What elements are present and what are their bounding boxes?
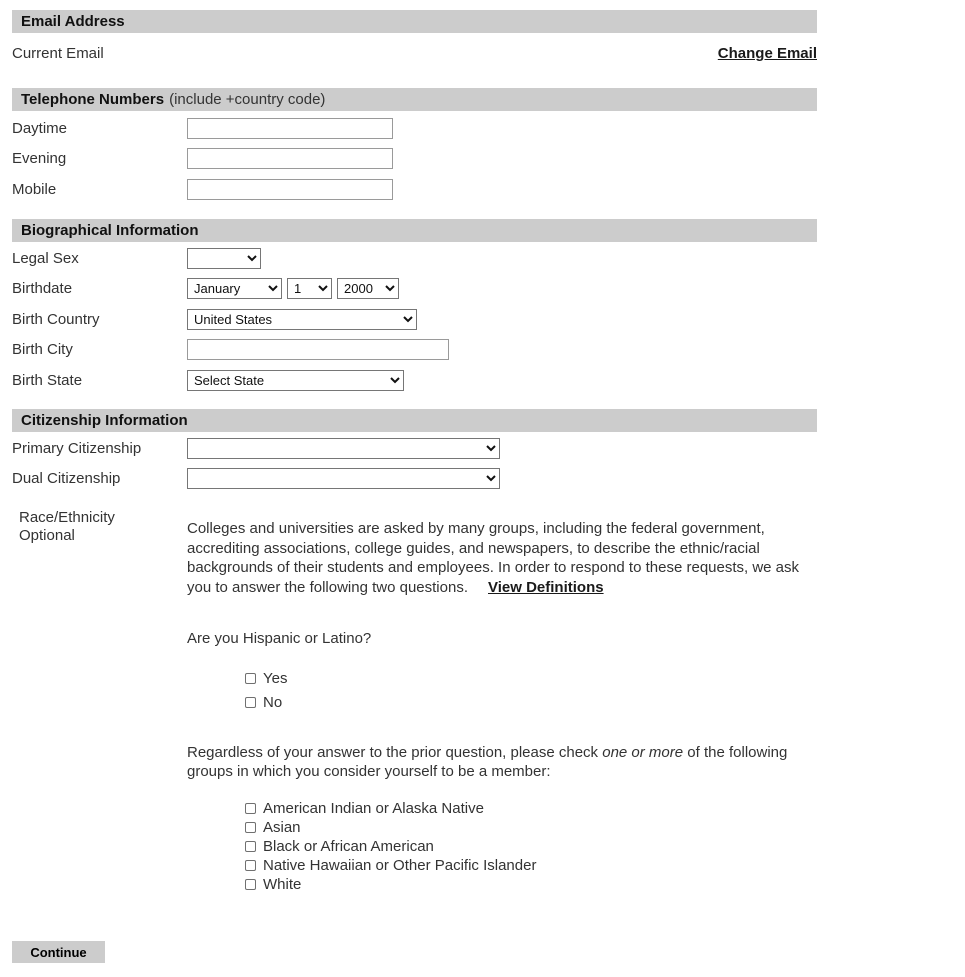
section-header-biographical (12, 219, 817, 242)
birth-state-select[interactable] (187, 370, 404, 391)
checkbox-row-asian[interactable] (245, 818, 536, 837)
race-ethnicity-intro-paragraph (187, 519, 817, 597)
race-groups-question (187, 743, 815, 781)
checkbox-row-yes[interactable] (245, 666, 287, 690)
label-legal-sex: Legal Sex (12, 250, 79, 267)
row-dual-citizenship (12, 468, 500, 489)
race-groups-question-prefix: Regardless of your answer to the prior question, please check (187, 744, 603, 761)
view-definitions-wrapper (488, 579, 604, 596)
checkbox-label-yes: Yes (263, 669, 288, 687)
checkbox-black-african-american[interactable] (245, 841, 256, 852)
continue-button[interactable]: Continue (12, 941, 105, 963)
label-dual-citizenship: Dual Citizenship (12, 470, 121, 487)
checkbox-row-american-indian[interactable] (245, 799, 536, 818)
checkbox-label-no: No (263, 693, 283, 711)
checkbox-asian[interactable] (245, 822, 256, 833)
row-mobile-phone (12, 179, 393, 200)
section-header-email (12, 10, 817, 33)
race-ethnicity-body (187, 519, 817, 597)
birth-city-input[interactable] (187, 339, 449, 360)
label-race-ethnicity-line1: Race/Ethnicity (19, 509, 115, 526)
dual-citizenship-select[interactable] (187, 468, 500, 489)
row-birth-country (12, 309, 417, 330)
view-definitions-link[interactable]: View Definitions (488, 578, 604, 596)
checkbox-label-white: White (263, 876, 302, 893)
section-title-telephone: Telephone Numbers (21, 91, 165, 108)
legal-sex-select[interactable] (187, 248, 261, 269)
current-email-label: Current Email (12, 45, 104, 62)
checkbox-row-no[interactable] (245, 690, 287, 714)
label-race-ethnicity-line2: Optional (19, 527, 75, 544)
checkbox-label-american-indian: American Indian or Alaska Native (263, 800, 484, 817)
label-daytime: Daytime (12, 120, 68, 137)
section-title-citizenship: Citizenship Information (21, 412, 188, 429)
row-evening-phone (12, 148, 393, 169)
checkbox-white[interactable] (245, 879, 256, 890)
checkbox-label-asian: Asian (263, 819, 301, 836)
daytime-phone-input[interactable] (187, 118, 393, 139)
race-group-options (245, 799, 536, 894)
checkbox-label-black-african-american: Black or African American (263, 838, 434, 855)
checkbox-native-hawaiian[interactable] (245, 860, 256, 871)
hispanic-latino-options (245, 666, 287, 714)
label-evening: Evening (12, 150, 67, 167)
row-birthdate (12, 278, 399, 299)
section-subtitle-telephone: (include +country code) (169, 91, 326, 108)
birth-country-select[interactable] (187, 309, 417, 330)
label-birth-state: Birth State (12, 372, 83, 389)
row-birth-state (12, 370, 404, 391)
row-legal-sex (12, 248, 261, 269)
birth-month-select[interactable] (187, 278, 282, 299)
row-birth-city (12, 339, 449, 360)
checkbox-no[interactable] (245, 697, 256, 708)
race-groups-question-suffix: of the following groups in which you consider yourself to be a member: (187, 744, 788, 780)
label-birth-city: Birth City (12, 341, 73, 358)
change-email-link[interactable]: Change Email (717, 45, 817, 62)
checkbox-row-native-hawaiian[interactable] (245, 856, 536, 875)
checkbox-yes[interactable] (245, 673, 256, 684)
checkbox-row-white[interactable] (245, 875, 536, 894)
section-header-citizenship (12, 409, 817, 432)
checkbox-row-black-african-american[interactable] (245, 837, 536, 856)
label-primary-citizenship: Primary Citizenship (12, 440, 142, 457)
birth-year-select[interactable] (337, 278, 399, 299)
section-header-telephone (12, 88, 817, 111)
birth-day-select[interactable] (287, 278, 332, 299)
hispanic-latino-question: Are you Hispanic or Latino? (187, 630, 372, 647)
primary-citizenship-select[interactable] (187, 438, 500, 459)
row-primary-citizenship (12, 438, 500, 459)
label-birth-country: Birth Country (12, 311, 100, 328)
section-title-email: Email Address (21, 13, 125, 30)
label-mobile: Mobile (12, 181, 57, 198)
row-daytime-phone (12, 118, 393, 139)
evening-phone-input[interactable] (187, 148, 393, 169)
race-ethnicity-intro-text: Colleges and universities are asked by many groups, including the federal government, accrediting associations, college guides, and newspapers, to describe the ethnic/racial backgrounds of their students and employees. In order to respond to these requests, we ask you to answer the following two questions. (187, 520, 800, 596)
checkbox-label-native-hawaiian: Native Hawaiian or Other Pacific Islander (263, 857, 537, 874)
section-title-biographical: Biographical Information (21, 222, 199, 239)
checkbox-american-indian[interactable] (245, 803, 256, 814)
label-birthdate: Birthdate (12, 280, 73, 297)
label-race-ethnicity (19, 509, 184, 545)
email-row (12, 45, 817, 62)
race-groups-question-emphasis: one or more (602, 744, 684, 761)
mobile-phone-input[interactable] (187, 179, 393, 200)
